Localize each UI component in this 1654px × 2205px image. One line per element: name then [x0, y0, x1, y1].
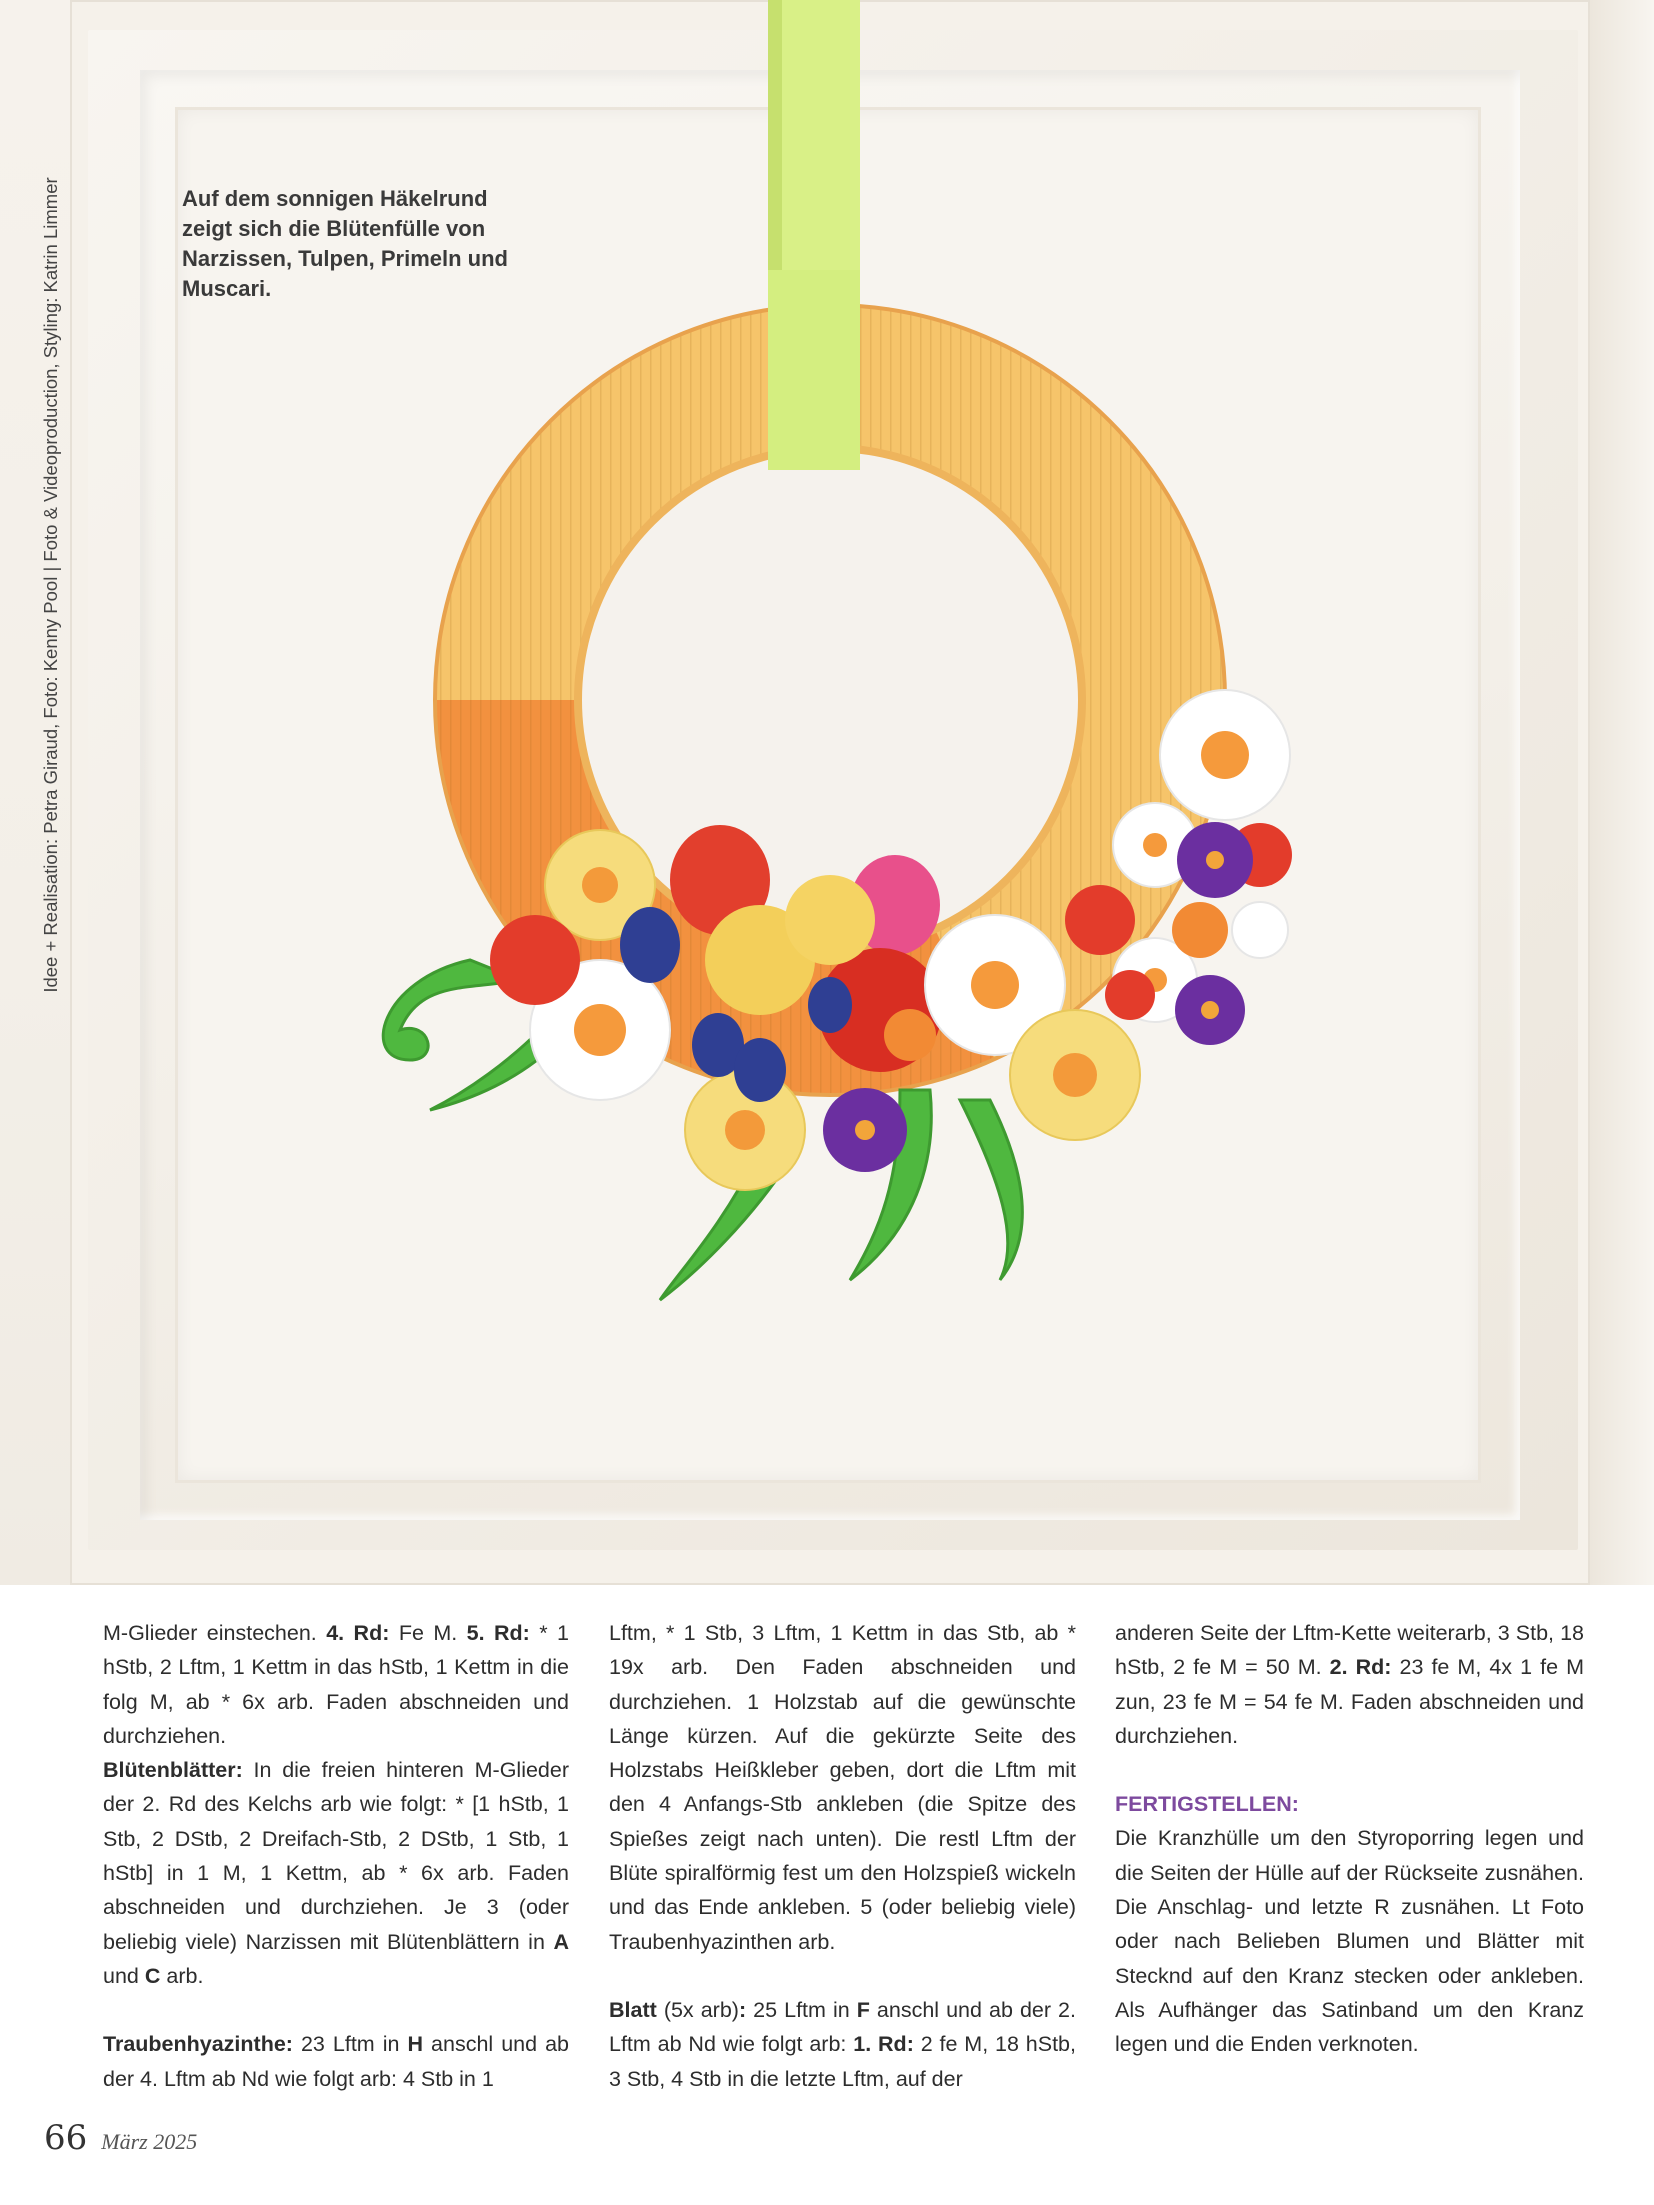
paragraph: [1115, 1616, 1584, 1753]
yarn-label: F: [856, 1997, 870, 2022]
text-run: arb.: [160, 1963, 204, 1988]
photo-credit-text: Idee + Realisation: Petra Giraud, Foto: Kenny Pool | Foto & Videoproduction, Styling: Katrin Limmer: [40, 177, 61, 993]
issue-date: März 2025: [101, 2129, 198, 2154]
round-label: 5. Rd:: [466, 1621, 530, 1645]
photo-credit: [36, 110, 66, 1060]
text-run: (5x arb): [656, 1997, 739, 2022]
paragraph: [609, 1993, 1076, 2096]
paragraph: Lftm, * 1 Stb, 3 Lftm, 1 Kettm in das Stb, ab * 19x arb. Den Faden abschneiden und durchziehen. 1 Holzstab auf die gewünschte Länge kürzen. Auf die gekürzte Seite des Holzstabs Heißkleber geben, dort die Lftm mit den 4 Anfangs-Stb ankleben (die Spitze des Spießes zeigt nach unten). Die restl Lftm der Blüte spiralförmig fest um den Holzspieß wickeln und das Ende ankleben. 5 (oder beliebig viele) Traubenhyazinthen arb.: [609, 1621, 1076, 1954]
text-column-1: [103, 1616, 569, 2096]
text-column-2: [609, 1616, 1076, 2096]
paragraph: [103, 1616, 569, 1753]
photo-caption: Auf dem sonnigen Häkelrund zeigt sich die Blütenfülle von Narzissen, Tulpen, Primeln und Muscari.: [182, 186, 508, 301]
section-label: Blütenblätter:: [103, 1758, 243, 1783]
round-label: 1. Rd:: [853, 2032, 914, 2057]
paragraph: Die Kranzhülle um den Styroporring legen und die Seiten der Hülle auf der Rückseite zusnähen. Die Anschlag- und letzte R zusnähen. Lt Foto oder nach Belieben Blumen und Blätter mit Stecknd auf den Kranz stecken oder ankleben. Als Aufhänger das Satinband um den Kranz legen und die Enden verknoten.: [1115, 1826, 1584, 2057]
yarn-label: C: [144, 1963, 161, 1988]
text-run: Fe M.: [389, 1621, 467, 1645]
text-run: anschl und ab der 4. Lftm ab Nd wie folgt arb: 4 Stb in 1: [103, 2032, 569, 2091]
text-run: anschl und ab der 2. Lftm ab Nd wie folgt arb:: [609, 1997, 1076, 2057]
round-label: 4. Rd:: [326, 1621, 390, 1645]
page-number: 66: [44, 2118, 88, 2158]
text-run: :: [738, 1997, 747, 2022]
paragraph: [103, 2027, 569, 2096]
text-run: 23 Lftm in: [292, 2032, 408, 2057]
text-run: 25 Lftm in: [746, 1997, 857, 2022]
paragraph: [103, 1753, 569, 1993]
round-label: 2. Rd:: [1329, 1655, 1392, 1680]
page-footer: [44, 2118, 197, 2158]
text-run: * 1 hStb, 2 Lftm, 1 Kettm in das hStb, 1 Kettm in die folg M, ab * 6x arb. Faden abschneiden und durchziehen.: [103, 1621, 569, 1748]
yarn-label: H: [407, 2032, 424, 2057]
section-label: Blatt: [609, 1997, 657, 2022]
section-label: Traubenhyazinthe:: [103, 2032, 293, 2057]
text-run: 2 fe M, 18 hStb, 3 Stb, 4 Stb in die letzte Lftm, auf der: [609, 2032, 1076, 2091]
text-column-3: [1115, 1616, 1584, 2062]
yarn-label: A: [553, 1929, 569, 1954]
text-run: M-Glieder einstechen.: [103, 1621, 327, 1645]
text-run: In die freien hinteren M-Glieder der 2. Rd des Kelchs arb wie folgt: * [1 hStb, 1 Stb, 2 DStb, 2 Dreifach-Stb, 2 DStb, 1 Stb, 1 hStb] in 1 M, 1 Kettm, ab * 6x arb. Faden abschneiden und durchziehen. Je 3 (oder beliebig viele) Narzissen mit Blütenblättern in: [103, 1758, 569, 1954]
section-heading: FERTIGSTELLEN:: [1115, 1792, 1299, 1817]
text-run: anderen Seite der Lftm-Kette weiterarb, 3 Stb, 18 hStb, 2 fe M = 50 M.: [1115, 1621, 1584, 1680]
text-run: und: [103, 1963, 145, 1988]
text-run: 23 fe M, 4x 1 fe M zun, 23 fe M = 54 fe M. Faden abschneiden und durchziehen.: [1115, 1655, 1584, 1748]
